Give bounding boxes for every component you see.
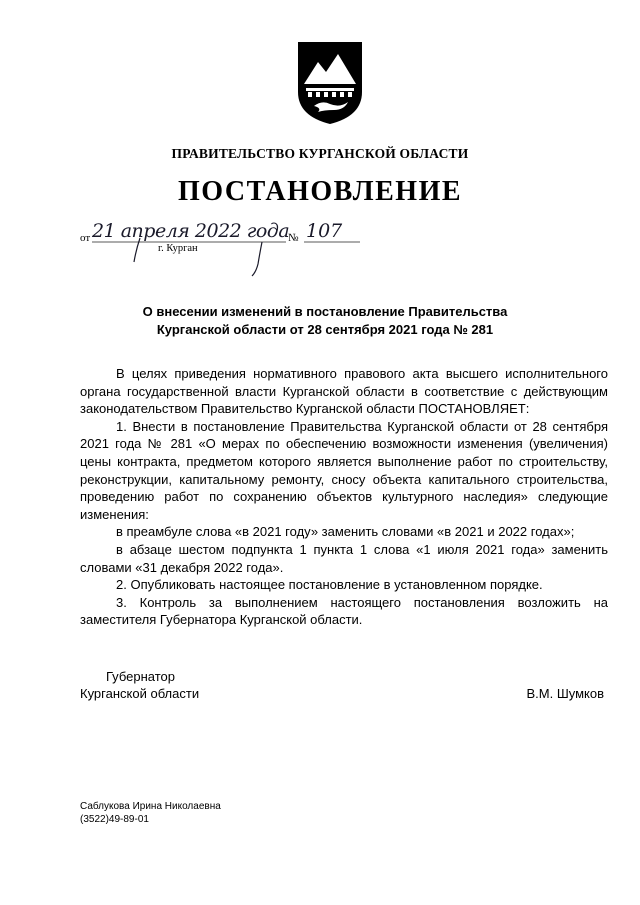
subject-line-1: О внесении изменений в постановление Правительства (142, 304, 508, 319)
handwritten-number: 107 (306, 220, 343, 242)
executor-phone: (3522)49-89-01 (80, 814, 149, 825)
government-name: ПРАВИТЕЛЬСТВО КУРГАНСКОЙ ОБЛАСТИ (171, 146, 469, 161)
document-type: ПОСТАНОВЛЕНИЕ (177, 176, 463, 207)
city: г. Курган (158, 243, 198, 254)
signer-name: В.М. Шумков (526, 686, 604, 701)
document-body (80, 365, 608, 629)
date-prefix: от (80, 232, 91, 244)
body-paragraph: 1. Внести в постановление Правительства Курганской области от 28 сентября 2021 года № 281 «О мерах по обеспечению возможности изменения (увеличения) цены контракта, предметом которого является выполнение работ по строительству, реконструкции, капитальному ремонту, сносу объекта капитального строительства, проведению работ по сохранению объектов культурного наследия» следующие изменения: (80, 418, 608, 522)
document-subject (80, 303, 570, 339)
body-paragraph: 3. Контроль за выполнением настоящего постановления возложить на заместителя Губернатора Курганской области. (80, 594, 608, 628)
signer-role-line-2: Курганской области (80, 686, 200, 701)
body-paragraph: в абзаце шестом подпункта 1 пункта 1 слова «1 июля 2021 года» заменить словами «31 декабря 2022 года». (80, 541, 608, 575)
body-paragraph: в преамбуле слова «в 2021 году» заменить словами «в 2021 и 2022 годах»; (116, 524, 575, 540)
executor-info (80, 800, 221, 826)
coat-of-arms-icon (296, 40, 364, 126)
subject-line-2: Курганской области от 28 сентября 2021 года № 281 (156, 322, 494, 337)
date-number-line (80, 220, 360, 280)
signer-role-line-1: Губернатор (106, 669, 175, 684)
executor-name: Саблукова Ирина Николаевна (80, 801, 221, 812)
body-paragraph: В целях приведения нормативного правового акта высшего исполнительного органа государственной власти Курганской области в соответствие с действующим законодательством Правительство Курганской области ПОСТАНОВЛЯЕТ: (80, 366, 608, 417)
number-prefix: № (288, 232, 299, 244)
body-paragraph: 2. Опубликовать настоящее постановление в установленном порядке. (116, 577, 543, 593)
handwritten-date: 21 апреля 2022 года (92, 220, 290, 242)
